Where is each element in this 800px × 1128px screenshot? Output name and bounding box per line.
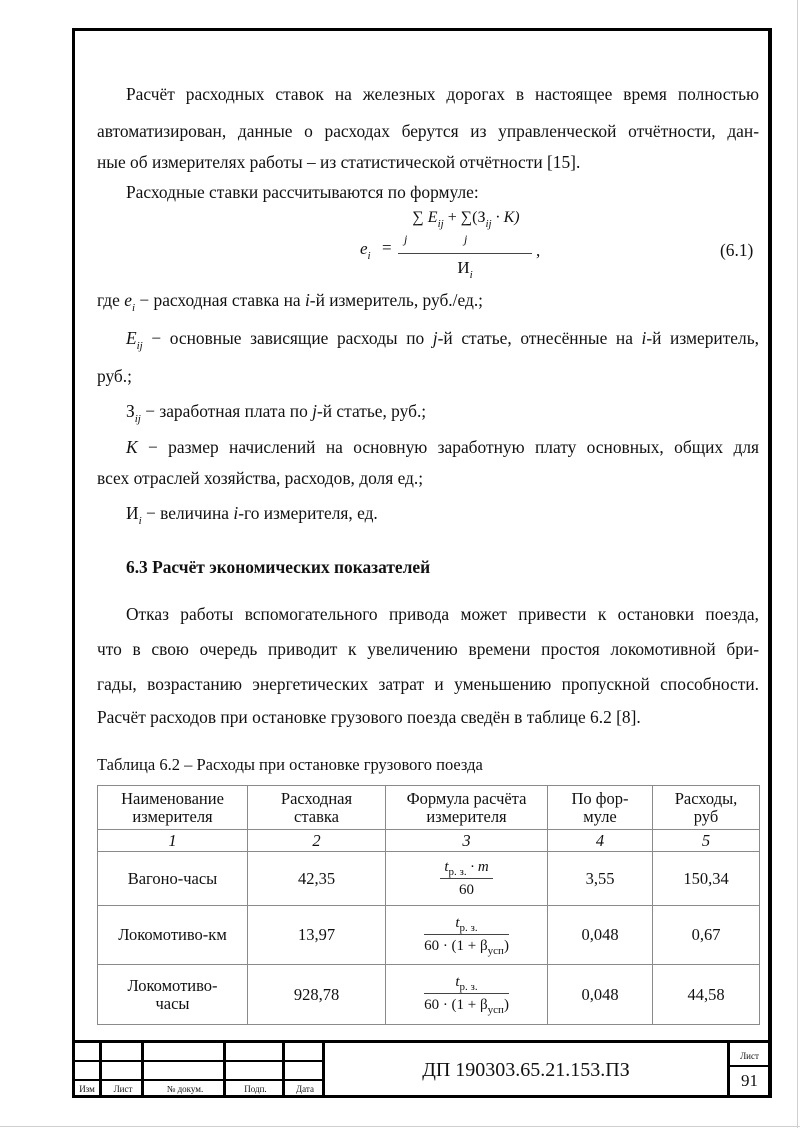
meter-name: Вагоно-часы	[98, 852, 248, 906]
paragraph-3-line-2: что в свою очередь приводит к увеличению времени простоя локомотивной бри-	[97, 639, 759, 659]
expenses-table	[97, 785, 760, 1025]
definition-E: $E_{ij}$ − основные зависящие расходы по j-й статье, отнесённые на i-й измеритель,	[126, 328, 759, 352]
column-number: 2	[248, 830, 386, 852]
page-edge-bottom	[0, 1126, 800, 1127]
definition-E-line2: руб.;	[97, 366, 132, 386]
column-number: 5	[653, 830, 760, 852]
by-formula-value: 0,048	[548, 965, 653, 1025]
sum-index-1: j	[404, 232, 408, 246]
fraction-bar	[398, 253, 532, 254]
paragraph-2: Расходные ставки рассчитываются по формуле:	[126, 182, 479, 202]
paragraph-1-line-1: Расчёт расходных ставок на железных дорогах в настоящее время полностью	[126, 84, 759, 104]
paragraph-1-line-2: автоматизирован, данные о расходах берутся из управленческой отчётности, дан-	[97, 121, 759, 141]
page-edge-right	[797, 0, 798, 1128]
stamp-label-izm: Изм	[79, 1084, 95, 1094]
definition-e: где $e_i$ − расходная ставка на i-й измеритель, руб./ед.;	[97, 290, 483, 314]
formula-denominator: $И_i$	[457, 258, 473, 281]
column-number: 4	[548, 830, 653, 852]
definition-Z: $З_{ij}$ − заработная плата по j-й статье, руб.;	[126, 401, 427, 425]
stamp-label-doc-number: № докум.	[166, 1084, 204, 1094]
definition-I: $И_i$ − величина i-го измерителя, ед.	[126, 503, 378, 527]
by-formula-value: 0,048	[548, 906, 653, 965]
header-meter-name: Наименование измерителя	[98, 786, 248, 830]
stamp-label-date: Дата	[296, 1084, 314, 1094]
meter-name: Локомотиво-км	[98, 906, 248, 965]
cost-value: 44,58	[653, 965, 760, 1025]
paragraph-3-line-1: Отказ работы вспомогательного привода может привести к остановки поезда,	[126, 604, 759, 624]
formula-cell: $\frac{t_{р. з.}}{60 \cdot (1 + \beta_{усп})}$	[386, 965, 548, 1025]
stamp-row-line	[72, 1060, 325, 1062]
column-number: 1	[98, 830, 248, 852]
paragraph-1-line-3: ные об измерителях работы – из статистической отчётности [15].	[97, 152, 581, 172]
stamp-row-line	[72, 1079, 325, 1081]
formula-6-1	[360, 205, 580, 280]
cost-value: 0,67	[653, 906, 760, 965]
section-heading: 6.3 Расчёт экономических показателей	[126, 557, 431, 577]
by-formula-value: 3,55	[548, 852, 653, 906]
cost-value: 150,34	[653, 852, 760, 906]
column-number: 3	[386, 830, 548, 852]
document-code: ДП 190303.65.21.153.ПЗ	[325, 1043, 730, 1097]
title-block	[72, 1040, 769, 1100]
table-caption: Таблица 6.2 – Расходы при остановке грузового поезда	[97, 755, 483, 774]
formula-comma: ,	[536, 241, 541, 260]
formula-lhs: $e_i$	[360, 239, 371, 262]
sheet-number: 91	[741, 1071, 758, 1090]
rate-value: 42,35	[248, 852, 386, 906]
stamp-label-signature: Подп.	[244, 1084, 267, 1094]
equation-number: (6.1)	[720, 240, 754, 260]
rate-value: 13,97	[248, 906, 386, 965]
rate-value: 928,78	[248, 965, 386, 1025]
formula-equals: =	[382, 238, 392, 257]
paragraph-3-line-3: гады, возрастанию энергетических затрат и уменьшению пропускной способности.	[97, 674, 759, 694]
formula-numerator: ∑ $E_{ij} + \sum(З_{ij} \cdot K)$	[412, 209, 520, 230]
sheet-divider	[730, 1065, 769, 1067]
header-formula: Формула расчёта измерителя	[386, 786, 548, 830]
table-row	[98, 965, 760, 1025]
formula-cell: $\frac{t_{р. з.}}{60 \cdot (1 + \beta_{усп})}$	[386, 906, 548, 965]
definition-K-line2: всех отраслей хозяйства, расходов, доля ед.;	[97, 468, 424, 488]
table-header-row	[98, 786, 760, 830]
table-row	[98, 852, 760, 906]
header-by-formula: По фор- муле	[548, 786, 653, 830]
sheet-label: Лист	[740, 1051, 759, 1061]
header-rate: Расходная ставка	[248, 786, 386, 830]
sum-index-2: j	[464, 232, 468, 246]
stamp-label-list: Лист	[113, 1084, 133, 1094]
table-row	[98, 906, 760, 965]
paragraph-3-line-4: Расчёт расходов при остановке грузового поезда сведён в таблице 6.2 [8].	[97, 707, 641, 727]
formula-cell: $\frac{t_{р. з.} \cdot m}{60}$	[386, 852, 548, 906]
header-cost: Расходы, руб	[653, 786, 760, 830]
definition-K: K − размер начислений на основную заработную плату основных, общих для	[126, 437, 759, 457]
meter-name: Локомотиво- часы	[98, 965, 248, 1025]
table-column-numbers-row	[98, 830, 760, 852]
